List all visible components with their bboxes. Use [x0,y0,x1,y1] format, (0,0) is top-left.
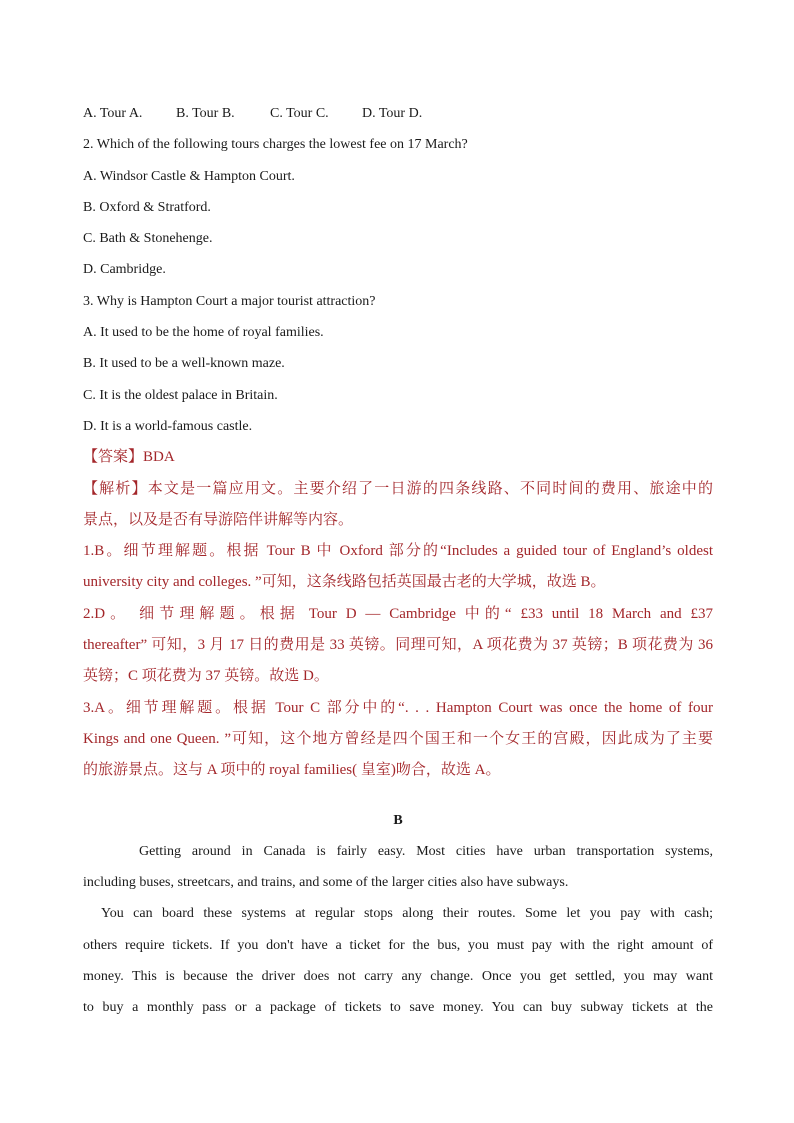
answer-label: 【答案】 [83,449,144,466]
passage-b-p1-line-1: Getting around in Canada is fairly easy. Most cities have urban transportation systems, [139,843,713,859]
passage-b-p2-line-1: You can board these systems at regular stops along their routes. Some let you pay with cash; [101,906,713,922]
analysis-intro-line-1 [83,474,713,505]
document-page [83,98,713,1024]
explanation-3-line-3: 的旅游景点。这与 A 项中的 royal families( 皇室)吻合，故选 A。 [83,762,501,779]
q1-option-d: D. Tour D. [362,106,423,121]
q3-option-c: C. It is the oldest palace in Britain. [83,387,278,403]
q1-options [83,98,713,129]
passage-b-p2-line-2: others require tickets. If you don't have a ticket for the bus, you must pay with the right amount of [83,937,713,953]
q2-option-c: C. Bath & Stonehenge. [83,231,213,247]
explanation-2-line-1: 2.D。 细节理解题。根据 Tour D — Cambridge 中的“ £33 until 18 March and £37 [83,605,713,622]
q1-option-c: C. Tour C. [270,106,329,121]
q3-stem: 3. Why is Hampton Court a major tourist attraction? [83,293,376,309]
analysis-intro-1: 本文是一篇应用文。主要介绍了一日游的四条线路、不同时间的费用、旅途中的 [147,480,713,497]
explanation-3-line-1: 3.A。细节理解题。根据 Tour C 部分中的“. . . Hampton Court was once the home of four [83,699,713,716]
explanation-2-line-2: thereafter” 可知，3 月 17 日的费用是 33 英镑。同理可知，A 项花费为 37 英镑；B 项花费为 36 [83,637,713,654]
q3-option-b: B. It used to be a well-known maze. [83,356,285,372]
q3-option-d: D. It is a world-famous castle. [83,418,253,434]
passage-b-title: B [393,812,403,828]
analysis-intro-2: 景点，以及是否有导游陪伴讲解等内容。 [83,511,354,528]
q3-option-a: A. It used to be the home of royal families. [83,325,324,341]
answer-line [83,442,713,473]
q1-option-a: A. Tour A. [83,106,143,121]
answer-value: BDA [143,449,175,466]
q2-stem: 2. Which of the following tours charges the lowest fee on 17 March? [83,137,468,153]
q2-option-d: D. Cambridge. [83,262,166,278]
passage-b-p2-line-4: to buy a monthly pass or a package of tickets to save money. You can buy subway tickets at the [83,1000,713,1016]
analysis-label: 【解析】 [83,480,148,497]
explanation-1-line-2: university city and colleges. ”可知，这条线路包括英国最古老的大学城，故选 B。 [83,574,606,591]
passage-b-p2-line-3: money. This is because the driver does not carry any change. Once you get settled, you may want [83,969,713,985]
q2-option-b: B. Oxford & Stratford. [83,199,211,215]
q1-option-b: B. Tour B. [176,106,235,121]
explanation-1-line-1: 1.B。细节理解题。根据 Tour B 中 Oxford 部分的“Includes a guided tour of England’s oldest [83,543,713,560]
passage-b-p1-line-2: including buses, streetcars, and trains, and some of the larger cities also have subways. [83,875,569,891]
explanation-3-line-2: Kings and one Queen. ”可知，这个地方曾经是四个国王和一个女王的宫殿，因此成为了主要 [83,730,713,747]
explanation-2-line-3: 英镑；C 项花费为 37 英镑。故选 D。 [83,668,329,685]
q2-option-a: A. Windsor Castle & Hampton Court. [83,168,295,184]
